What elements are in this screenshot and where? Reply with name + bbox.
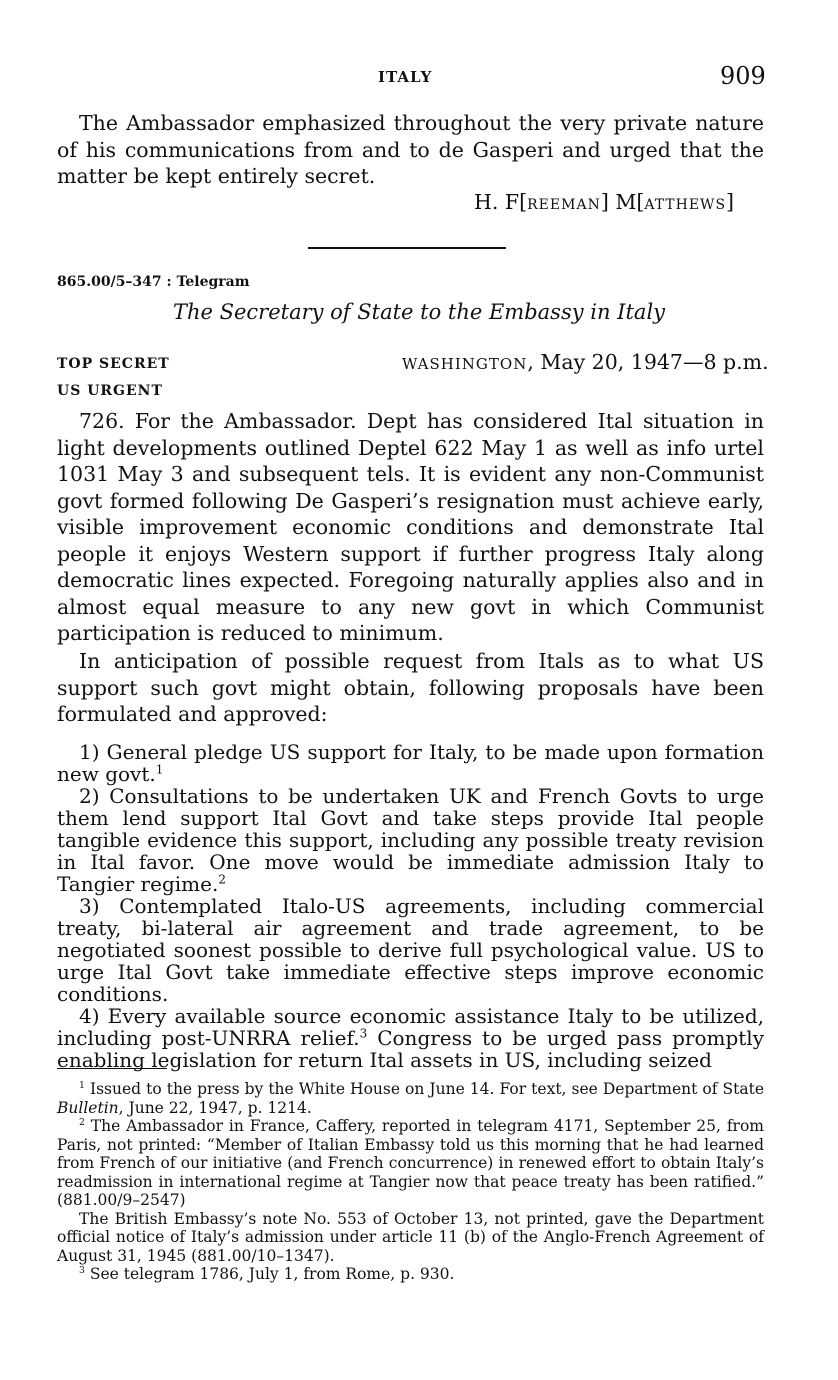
footnote-ref-1: 1 bbox=[155, 762, 164, 777]
classification-top-secret: TOP SECRET bbox=[57, 356, 170, 372]
proposal-item-2: 2) Consultations to be undertaken UK and French Govts to urge them lend support Ital Govt and take steps provide Ital people tangible evidence this support, including any possible treaty revision in Ital favor. One move would be immediate admission Italy to Tangier regime.$^2$ bbox=[57, 784, 764, 896]
signature: H. F[REEMAN] M[ATTHEWS] bbox=[474, 190, 735, 214]
footnote-1: $^1$ Issued to the press by the White House on June 14. For text, see Department of State Bulletin, June 22, 1947, p. 1214. bbox=[57, 1079, 764, 1117]
file-reference: 865.00/5–347 : Telegram bbox=[57, 274, 250, 290]
footnote-ref-2: 2 bbox=[218, 872, 226, 887]
closing-paragraph: The Ambassador emphasized throughout the very private nature of his communications from and to de Gasperi and urged that the matter be kept entirely secret. bbox=[57, 111, 764, 188]
footnote-3: $^3$ See telegram 1786, July 1, from Rome, p. 930. bbox=[79, 1264, 455, 1283]
classification-urgent: US URGENT bbox=[57, 383, 163, 399]
footnote-2: $^2$ The Ambassador in France, Caffery, reported in telegram 4171, September 25, from Paris, not printed: “Member of Italian Embassy told us this morning that he had learned from French of our initiative (and French concurrence) in renewed effort to obtain Italy’s readmission in international regime at Tangier now that peace treaty has been ratified.” (881.00/9–2547) bbox=[57, 1116, 764, 1209]
section-divider bbox=[308, 247, 506, 249]
proposal-list bbox=[57, 741, 764, 1071]
footnote-ref-3: 3 bbox=[359, 1026, 368, 1041]
footnote-2-continued: The British Embassy’s note No. 553 of October 13, not printed, gave the Department official notice of Italy’s admission under article 11 (b) of the Anglo-French Agreement of August 31, 1945 (881.00/10–1347). bbox=[57, 1209, 764, 1265]
document-title: The Secretary of State to the Embassy in Italy bbox=[172, 300, 666, 324]
proposal-item-4: 4) Every available source economic assistance Italy to be utilized, including post-UNRRA relief.$^3$ Congress to be urged pass promptly enabling legislation for return Ital assets in US, including seized bbox=[57, 1004, 764, 1072]
running-head-title: ITALY bbox=[378, 68, 433, 86]
dateline: WASHINGTON, May 20, 1947—8 p.m. bbox=[402, 350, 769, 374]
telegram-paragraph-1: 726. For the Ambassador. Dept has considered Ital situation in light developments outlined Deptel 622 May 1 as well as info urtel 1031 May 3 and subsequent tels. It is evident any non-Communist govt formed following De Gasperi’s resignation must achieve early, visible improvement economic conditions and demonstrate Ital people it enjoys Western support if further progress Italy along democratic lines expected. Foregoing naturally applies also and in almost equal measure to any new govt in which Communist participation is reduced to minimum. bbox=[57, 409, 764, 645]
proposal-item-3: 3) Contemplated Italo-US agreements, including commercial treaty, bi-lateral air agreement and trade agreement, to be negotiated soonest possible to derive full psychological value. US to urge Ital Govt take immediate effective steps improve economic conditions. bbox=[57, 894, 764, 1006]
page-number: 909 bbox=[720, 62, 766, 90]
proposal-item-1: 1) General pledge US support for Italy, to be made upon formation new govt.$^1$ bbox=[57, 740, 764, 786]
telegram-paragraph-2: In anticipation of possible request from Itals as to what US support such govt might obtain, following proposals have been formulated and approved: bbox=[57, 649, 764, 726]
footnotes bbox=[57, 1080, 764, 1284]
footnote-divider bbox=[57, 1068, 167, 1069]
